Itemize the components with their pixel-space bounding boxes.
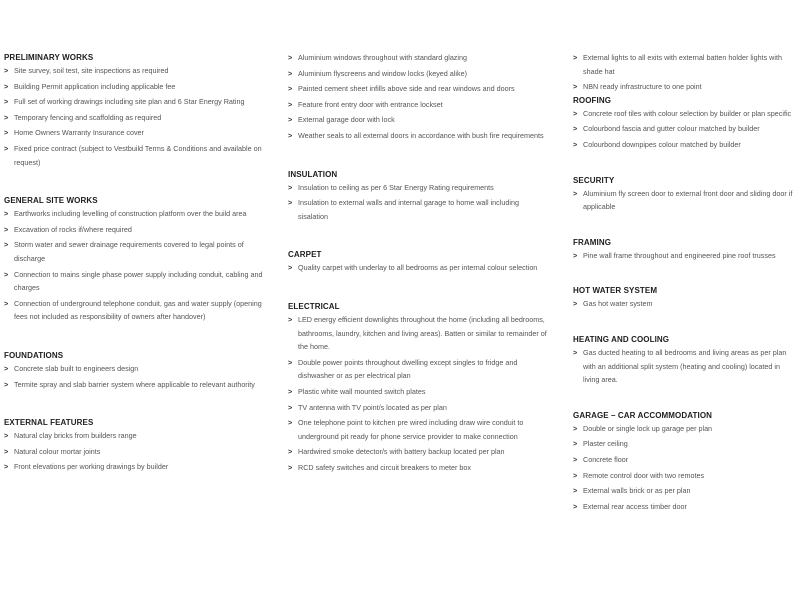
section-heating-and-cooling <box>573 333 795 387</box>
list-item: > Double or single lock up garage per plan <box>573 422 795 436</box>
section-general-site-works <box>4 194 266 324</box>
section-title: FOUNDATIONS <box>4 350 64 360</box>
list-item: > External walls brick or as per plan <box>573 484 795 498</box>
list-item: > Weather seals to all external doors in accordance with bush fire requirements <box>288 129 550 143</box>
list-item: > Aluminium flyscreens and window locks (keyed alike) <box>288 67 550 81</box>
section-title: ROOFING <box>573 95 612 105</box>
list-item: > Home Owners Warranty Insurance cover <box>4 126 266 140</box>
section-title: HOT WATER SYSTEM <box>573 286 658 296</box>
list-item: > Concrete roof tiles with colour selection by builder or plan specific <box>573 107 795 121</box>
section-preliminary-works <box>4 51 266 169</box>
section-external-features-continued <box>288 51 550 143</box>
section-hot-water-system <box>573 284 795 311</box>
section-title: GENERAL SITE WORKS <box>4 196 98 206</box>
list-item: > Painted cement sheet infills above side and rear windows and doors <box>288 82 550 96</box>
list-item: > Aluminium windows throughout with standard glazing <box>288 51 550 65</box>
list-item: > Gas hot water system <box>573 297 795 311</box>
section-security <box>573 174 795 214</box>
section-title: PRELIMINARY WORKS <box>4 53 94 62</box>
section-framing <box>573 236 795 263</box>
section-title: SECURITY <box>573 175 615 185</box>
list-item: > Insulation to external walls and internal garage to home wall including sisalation <box>288 196 550 223</box>
list-item: > Natural clay bricks from builders range <box>4 429 266 443</box>
list-item: > Front elevations per working drawings by builder <box>4 460 266 474</box>
list-item: > External lights to all exits with external batten holder lights with shade hat <box>573 51 795 78</box>
list-item: > External garage door with lock <box>288 113 550 127</box>
column-1 <box>4 51 266 474</box>
section-insulation <box>288 168 550 224</box>
section-external-features <box>4 416 266 474</box>
list-item: > Plastic white wall mounted switch plates <box>288 385 550 399</box>
section-title: FRAMING <box>573 237 612 247</box>
list-item: > Colourbond fascia and gutter colour matched by builder <box>573 122 795 136</box>
list-item: > Full set of working drawings including site plan and 6 Star Energy Rating <box>4 95 266 109</box>
list-item: > Pine wall frame throughout and engineered pine roof trusses <box>573 249 795 263</box>
section-title: GARAGE – CAR ACCOMMODATION <box>573 410 713 420</box>
section-garage-car-accommodation <box>573 409 795 514</box>
list-item: > Building Permit application including applicable fee <box>4 80 266 94</box>
list-item: > Termite spray and slab barrier system where applicable to relevant authority <box>4 378 266 392</box>
list-item: > NBN ready infrastructure to one point <box>573 80 795 94</box>
list-item: > Excavation of rocks if/where required <box>4 223 266 237</box>
list-item: > Earthworks including levelling of construction platform over the build area <box>4 207 266 221</box>
list-item: > Aluminium fly screen door to external front door and sliding door if applicable <box>573 187 795 214</box>
list-item: > Double power points throughout dwelling except singles to fridge and dishwasher or as per electrical plan <box>288 356 550 383</box>
list-item: > Gas ducted heating to all bedrooms and living areas as per plan with an additional split system (heating and cooling) located in living area. <box>573 346 795 387</box>
section-electrical <box>288 300 550 475</box>
section-title: CARPET <box>288 250 322 260</box>
list-item: > Quality carpet with underlay to all bedrooms as per internal colour selection <box>288 261 550 275</box>
list-item: > Temporary fencing and scaffolding as required <box>4 111 266 125</box>
list-item: > One telephone point to kitchen pre wired including draw wire conduit to underground pit ready for phone service provider to make connection <box>288 416 550 443</box>
section-title: HEATING AND COOLING <box>573 334 670 344</box>
section-title: INSULATION <box>288 169 338 179</box>
list-item: > Concrete floor <box>573 453 795 467</box>
section-carpet <box>288 248 550 275</box>
list-item: > RCD safety switches and circuit breakers to meter box <box>288 461 550 475</box>
list-item: > Fixed price contract (subject to Vestbuild Terms & Conditions and available on request) <box>4 142 266 169</box>
column-2 <box>288 51 550 474</box>
section-foundations <box>4 349 266 391</box>
list-item: > Natural colour mortar joints <box>4 445 266 459</box>
list-item: > Remote control door with two remotes <box>573 469 795 483</box>
list-item: > Site survey, soil test, site inspections as required <box>4 64 266 78</box>
section-title: ELECTRICAL <box>288 301 340 311</box>
list-item: > Storm water and sewer drainage requirements covered to legal points of discharge <box>4 238 266 265</box>
list-item: > TV antenna with TV point/s located as per plan <box>288 401 550 415</box>
section-roofing <box>573 94 795 152</box>
list-item: > Feature front entry door with entrance lockset <box>288 98 550 112</box>
list-item: > Plaster ceiling <box>573 437 795 451</box>
column-3 <box>573 51 795 513</box>
list-item: > Connection of underground telephone conduit, gas and water supply (opening fees not included as responsibility of owners after handover) <box>4 297 266 324</box>
section-electrical-continued <box>573 51 795 94</box>
list-item: > Connection to mains single phase power supply including conduit, cabling and charges <box>4 268 266 295</box>
list-item: > Hardwired smoke detector/s with battery backup located per plan <box>288 445 550 459</box>
list-item: > External rear access timber door <box>573 500 795 514</box>
section-title: EXTERNAL FEATURES <box>4 418 94 428</box>
list-item: > Insulation to ceiling as per 6 Star Energy Rating requirements <box>288 181 550 195</box>
list-item: > Concrete slab built to engineers design <box>4 362 266 376</box>
list-item: > Colourbond downpipes colour matched by builder <box>573 138 795 152</box>
list-item: > LED energy efficient downlights throughout the home (including all bedrooms, bathrooms, laundry, kitchen and living areas). Batten or similar to remainder of the home. <box>288 313 550 354</box>
